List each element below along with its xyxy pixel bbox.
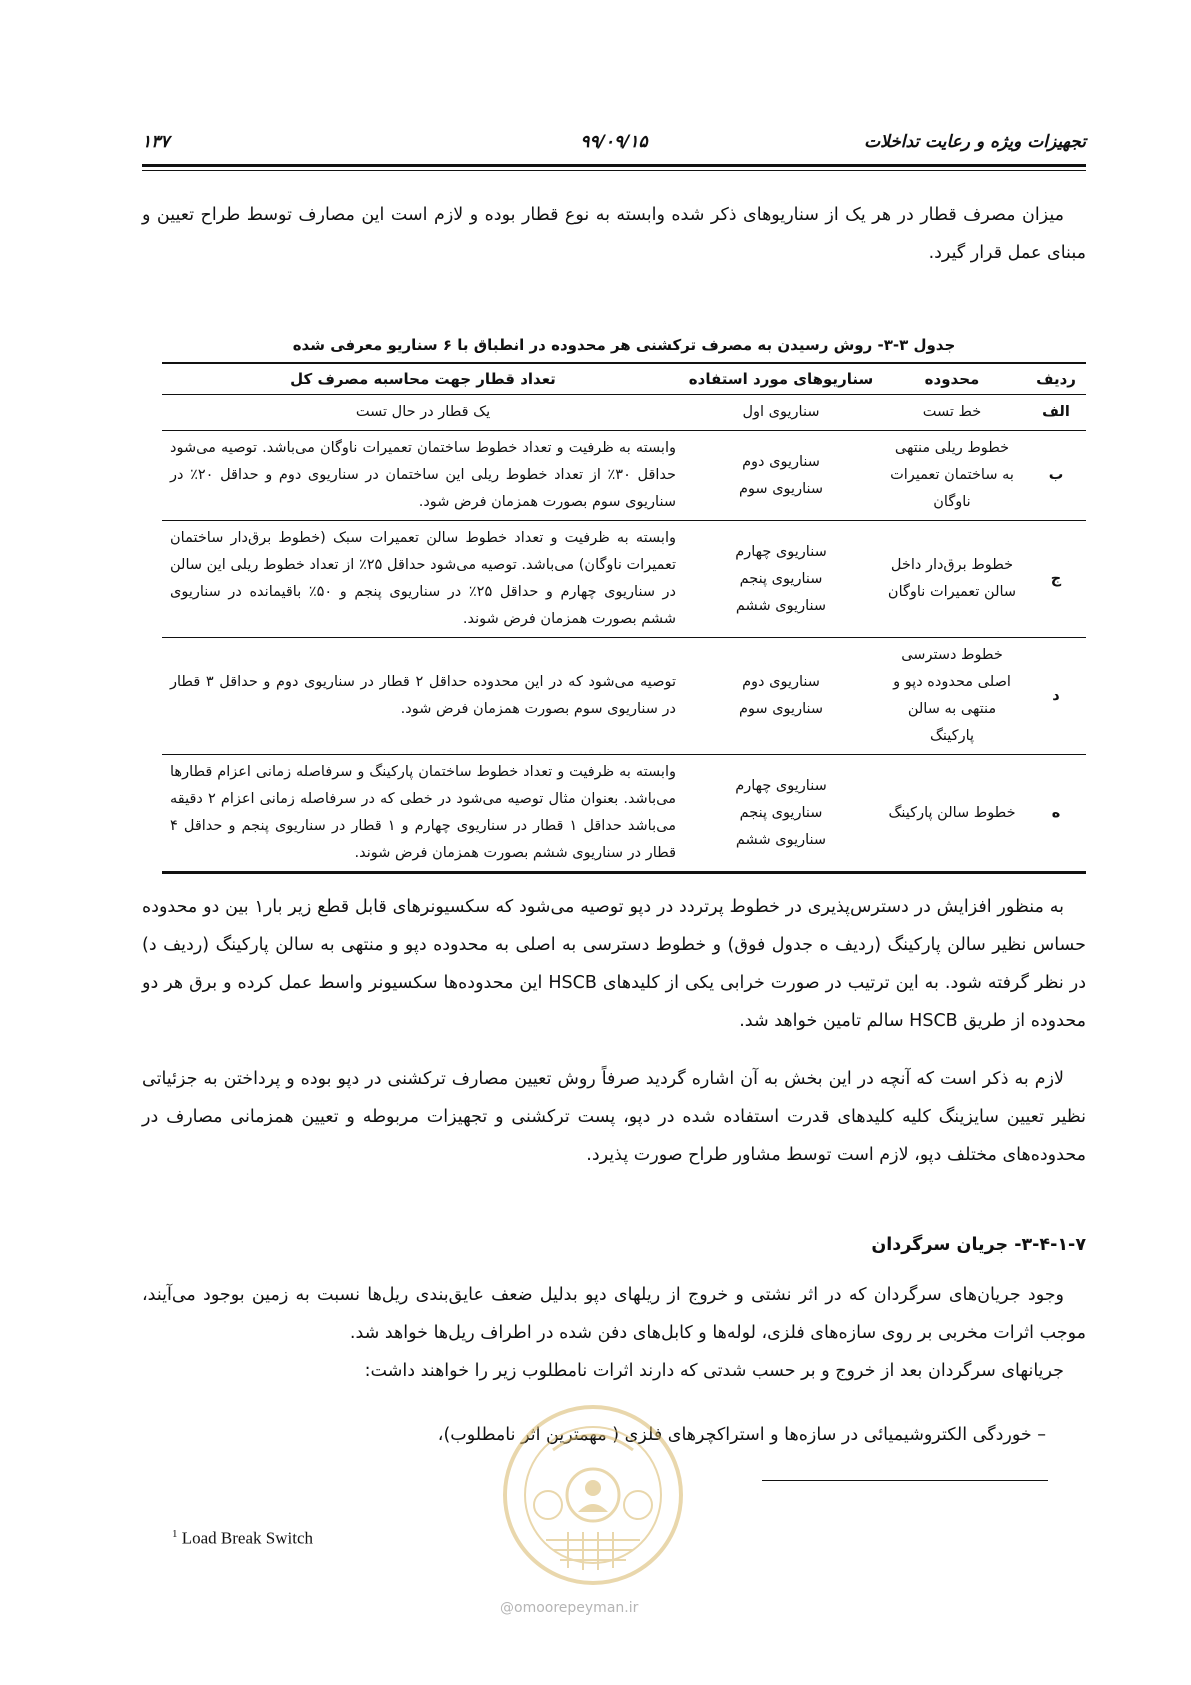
table-row xyxy=(162,755,1086,873)
header-title: تجهیزات ویژه و رعایت تداخلات xyxy=(864,132,1086,152)
footnote-rule xyxy=(762,1480,1048,1481)
row-trains: توصیه می‌شود که در این محدوده حداقل ۲ قطار در سناریوی دوم و حداقل ۳ قطار در سناریوی سوم بصورت همزمان فرض شود. xyxy=(162,638,684,755)
header-scenarios: سناریوهای مورد استفاده xyxy=(684,363,878,395)
footnote-marker: 1 xyxy=(172,1528,178,1540)
footnote-text: Load Break Switch xyxy=(181,1528,313,1548)
row-area: خطوط دسترسی اصلی محدوده دپو و منتهی به سالن پارکینگ xyxy=(878,638,1026,755)
consumption-table xyxy=(162,362,1086,874)
section-heading: ۳-۴-۱-۷- جریان سرگردان xyxy=(871,1235,1086,1255)
bullet-item: – خوردگی الکتروشیمیائی در سازه‌ها و استراکچرهای فلزی ( مهمترین اثر نامطلوب)، xyxy=(437,1425,1046,1445)
row-scenarios: سناریوی چهارم سناریوی پنجم سناریوی ششم xyxy=(684,755,878,873)
paragraph-stray-current: وجود جریان‌های سرگردان که در اثر نشتی و خروج از ریلهای دپو بدلیل ضعف عایق‌بندی ریل‌ها نسبت به زمین بوجود می‌آیند، موجب اثرات مخربی بر روی سازه‌های فلزی، لوله‌ها و کابل‌های دفن شده در اطراف ریل‌ها خواهد شد. xyxy=(142,1285,1086,1343)
row-trains: وابسته به ظرفیت و تعداد خطوط سالن تعمیرات سبک (خطوط برق‌دار ساختمان تعمیرات ناوگان) می‌باشد. توصیه می‌شود حداقل ۲۵٪ از تعداد خطوط ریلی این سالن در سناریوی چهارم و حداقل ۲۵٪ در سناریوی پنجم و ۵۰٪ باقیمانده در سناریوی ششم بصورت همزمان فرض شوند. xyxy=(162,521,684,638)
footnote xyxy=(172,1528,313,1549)
paragraph-effects: جریانهای سرگردان بعد از خروج و بر حسب شدتی که دارند اثرات نامطلوب زیر را خواهند داشت: xyxy=(364,1361,1064,1381)
header-row-id: ردیف xyxy=(1026,363,1086,395)
row-trains: یک قطار در حال تست xyxy=(162,395,684,431)
row-trains: وابسته به ظرفیت و تعداد خطوط ساختمان پارکینگ و سرفاصله زمانی اعزام قطارها می‌باشد. بعنوان مثال توصیه می‌شود در خطی که در سرفاصله زمانی اعزام ۲ دقیقه می‌باشد حداقل ۱ قطار در سناریوی چهارم و ۱ قطار در سناریوی پنجم و حداقل ۴ قطار در سناریوی ششم بصورت همزمان فرض شوند. xyxy=(162,755,684,873)
row-scenarios: سناریوی دوم سناریوی سوم xyxy=(684,638,878,755)
page-number: ۱۳۷ xyxy=(142,132,170,152)
header-rule-thin xyxy=(142,170,1086,171)
row-id: ج xyxy=(1026,521,1086,638)
row-id: ه xyxy=(1026,755,1086,873)
paragraph-sectioners: به منظور افزایش در دسترس‌پذیری در خطوط پرتردد در دپو توصیه می‌شود که سکسیونرهای قابل قطع زیر بار۱ بین دو محدوده حساس نظیر سالن پارکینگ (ردیف ه جدول فوق) و خطوط دسترسی به اصلی به محدوده دپو و منتهی به سالن پارکینگ (ردیف د) در نظر گرفته شود. به این ترتیب در صورت خرابی یکی از کلیدهای HSCB این محدوده‌ها سکسیونر واسط عمل کرده و برق هر دو محدوده از طریق HSCB سالم تامین خواهد شد. xyxy=(142,897,1086,1031)
row-scenarios: سناریوی اول xyxy=(684,395,878,431)
row-area: خطوط سالن پارکینگ xyxy=(878,755,1026,873)
table-caption: جدول ۳-۳- روش رسیدن به مصرف ترکشنی هر محدوده در انطباق با ۶ سناریو معرفی شده xyxy=(292,336,956,354)
row-id: د xyxy=(1026,638,1086,755)
table-header-row xyxy=(162,363,1086,395)
row-trains: وابسته به ظرفیت و تعداد خطوط ساختمان تعمیرات ناوگان می‌باشد. توصیه می‌شود حداقل ۳۰٪ از تعداد خطوط ریلی این ساختمان در سناریوی دوم و حداقل ۲۰٪ در سناریوی سوم بصورت همزمان فرض شود. xyxy=(162,431,684,521)
page-header xyxy=(142,128,1086,158)
row-id: ب xyxy=(1026,431,1086,521)
row-area: خطوط ریلی منتهی به ساختمان تعمیرات ناوگان xyxy=(878,431,1026,521)
table-row xyxy=(162,395,1086,431)
header-rule-thick xyxy=(142,164,1086,167)
intro-paragraph: میزان مصرف قطار در هر یک از سناریوهای ذکر شده وابسته به نوع قطار بوده و لازم است این مصارف توسط طراح تعیین و مبنای عمل قرار گیرد. xyxy=(142,205,1086,263)
row-id: الف xyxy=(1026,395,1086,431)
row-area: خطوط برق‌دار داخل سالن تعمیرات ناوگان xyxy=(878,521,1026,638)
watermark-text: @omoorepeyman.ir xyxy=(500,1600,639,1616)
paragraph-note: لازم به ذکر است که آنچه در این بخش به آن اشاره گردید صرفاً روش تعیین مصارف ترکشنی در دپو بوده و پرداختن به جزئیاتی نظیر تعیین سایزینگ کلیه کلیدهای قدرت استفاده شده در دپو، پست ترکشنی و تجهیزات مربوطه و تعیین همزمانی مصارف در محدوده‌های مختلف دپو، لازم است توسط مشاور طراح صورت پذیرد. xyxy=(142,1069,1086,1165)
row-area: خط تست xyxy=(878,395,1026,431)
row-scenarios: سناریوی چهارم سناریوی پنجم سناریوی ششم xyxy=(684,521,878,638)
header-date: ۹۹/۰۹/۱۵ xyxy=(580,132,648,152)
watermark-seal-icon xyxy=(498,1400,688,1590)
header-area: محدوده xyxy=(878,363,1026,395)
row-scenarios: سناریوی دوم سناریوی سوم xyxy=(684,431,878,521)
table-row xyxy=(162,431,1086,521)
table-row xyxy=(162,521,1086,638)
header-trains: تعداد قطار جهت محاسبه مصرف کل xyxy=(162,363,684,395)
table-row xyxy=(162,638,1086,755)
